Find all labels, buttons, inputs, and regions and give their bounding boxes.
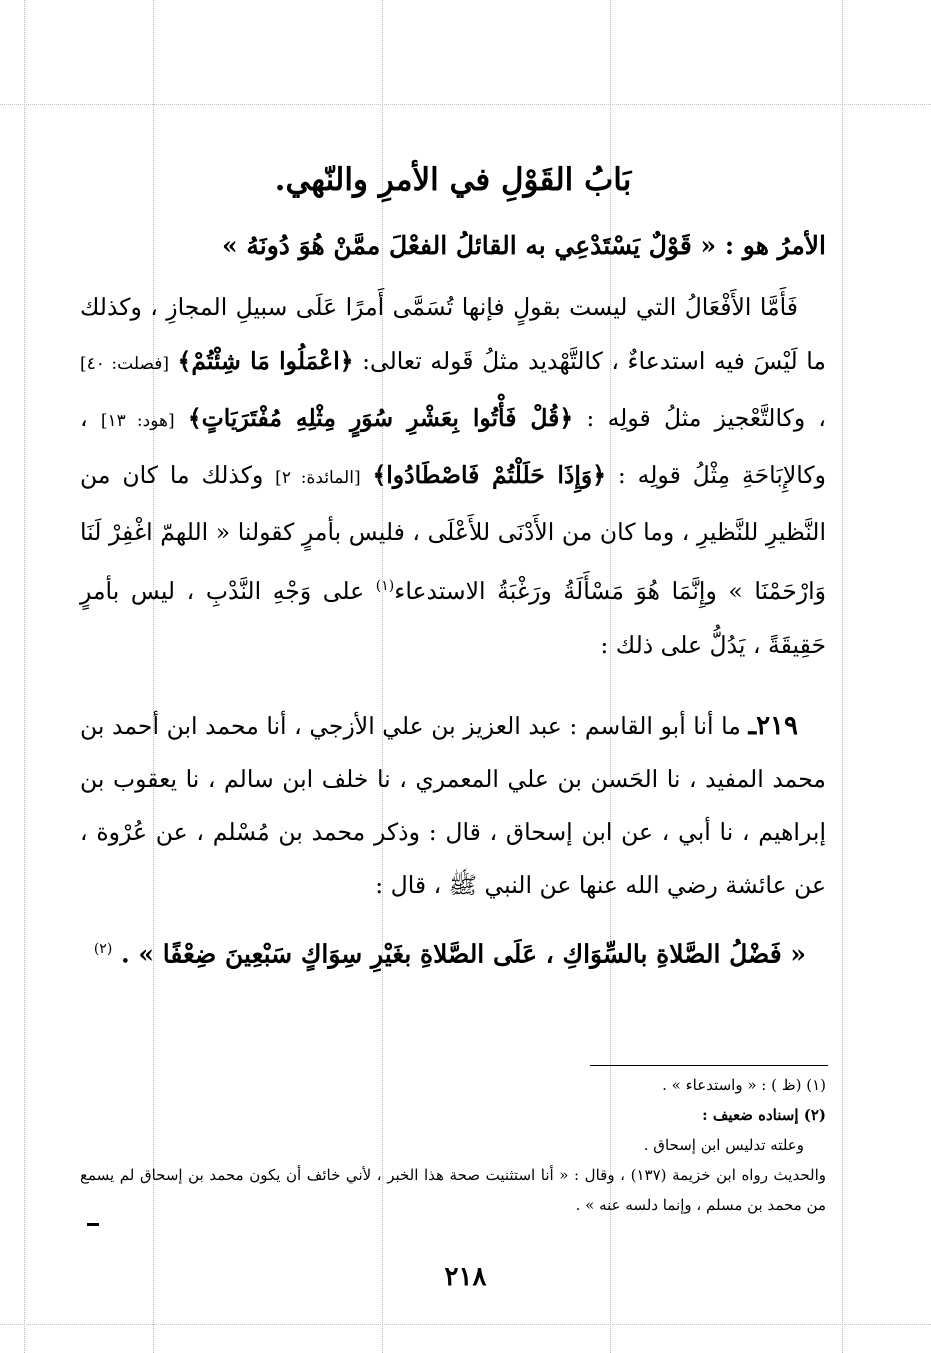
footnotes (80, 1070, 826, 1220)
text-run: وكذلك ما كان من النَّظيرِ للنَّظيرِ ، وما كان من الأَدْنَى للأَعْلَى ، فليس بأمرٍ كقولنا « اللهمّ اغْفِرْ لَنَا وَارْحَمْنَا » وإِنَّمَا هُوَ مَسْأَلَةُ ورَغْبَةُ الاستدعاء (80, 461, 826, 605)
paragraph (80, 280, 826, 672)
isnad-text: ما أنا أبو القاسم : عبد العزيز بن علي الأزجي ، أنا محمد ابن أحمد بن محمد المفيد ، نا الحَسن بن علي المعمري ، نا خلف ابن سالم ، نا يعقوب بن إبراهيم ، نا أبي ، عن ابن إسحاق ، قال : وذكر محمد بن مُسْلم ، عن عُرْوة ، عن عائشة رضي الله عنها عن النبي ﷺ ، قال : (80, 711, 826, 899)
page-number: ٢١٨ (444, 1262, 487, 1292)
page-body (80, 150, 826, 979)
guide-line (0, 104, 931, 105)
quran-quote: ﴿اعْمَلُوا مَا شِئْتُمْ﴾ (177, 347, 354, 375)
guide-line (0, 1324, 931, 1325)
definition-label: الأمرُ هو : (724, 231, 826, 260)
matn-text: « فَضْلُ الصَّلاةِ بالسِّوَاكِ ، عَلَى الصَّلاةِ بغَيْرِ سِوَاكٍ سَبْعِينَ ضِعْفًا » . (121, 939, 806, 969)
footnote: وعلته تدليس ابن إسحاق . (643, 1136, 804, 1154)
guide-line (842, 0, 843, 1353)
footnote-ref[interactable]: (٢) (93, 940, 113, 957)
footnote-separator (590, 1065, 828, 1066)
text-run: ، وكالتَّعْجيز مثلُ قولِه : (586, 404, 826, 432)
quran-quote: ﴿وَإِذَا حَلَلْتُمْ فَاصْطَادُوا﴾ (372, 461, 606, 489)
hadith-matn (80, 924, 826, 979)
footnote: (٢) إسناده ضعيف : (702, 1106, 826, 1124)
definition (80, 226, 826, 266)
guide-line (24, 0, 25, 1353)
verse-reference: [هود: ١٣] (100, 411, 175, 431)
text-run: فَأَمَّا الأَفْعَالُ التي ليست بقولٍ فإنها تُسَمَّى أَمرًا عَلَى سبيلِ المجازِ ، وكذلك ما لَيْسَ فيه استدعاءٌ ، كالتَّهْديد مثلُ قَوله تعالى: (80, 293, 826, 375)
end-mark (87, 1223, 99, 1226)
footnote: (١) (ظ ) : « واستدعاء » . (662, 1076, 826, 1094)
quran-quote: ﴿قُلْ فَأْتُوا بِعَشْرِ سُوَرٍ مِثْلِهِ مُفْتَرَيَاتٍ﴾ (187, 404, 574, 432)
verse-reference: [المائدة: ٢] (275, 468, 361, 488)
hadith-number: ٢١٩ـ (748, 710, 798, 741)
footnote: والحديث رواه ابن خزيمة (١٣٧) ، وقال : « أنا استثنيت صحة هذا الخبر ، لأني خائف أن يكون محمد بن إسحاق لم يسمع من محمد بن مسلم ، وإنما دلسه عنه » . (80, 1166, 826, 1214)
chapter-title: بَابُ القَوْلِ في الأمرِ والنّهي. (274, 162, 632, 198)
hadith-isnad (80, 700, 826, 912)
footnote-ref[interactable]: (١) (375, 578, 395, 594)
text-run: على وَجْهِ النَّدْبِ ، ليس بأمرٍ حَقِيقَةً ، يَدُلُّ على ذلك : (80, 576, 826, 659)
definition-text: « قَوْلٌ يَسْتَدْعِي به القائلُ الفعْلَ ممَّنْ هُوَ دُونَهُ » (222, 231, 717, 260)
text-run: ، وكالإِبَاحَةِ مِثْلُ قولِه : (80, 404, 826, 489)
verse-reference: [فصلت: ٤٠] (80, 354, 169, 374)
